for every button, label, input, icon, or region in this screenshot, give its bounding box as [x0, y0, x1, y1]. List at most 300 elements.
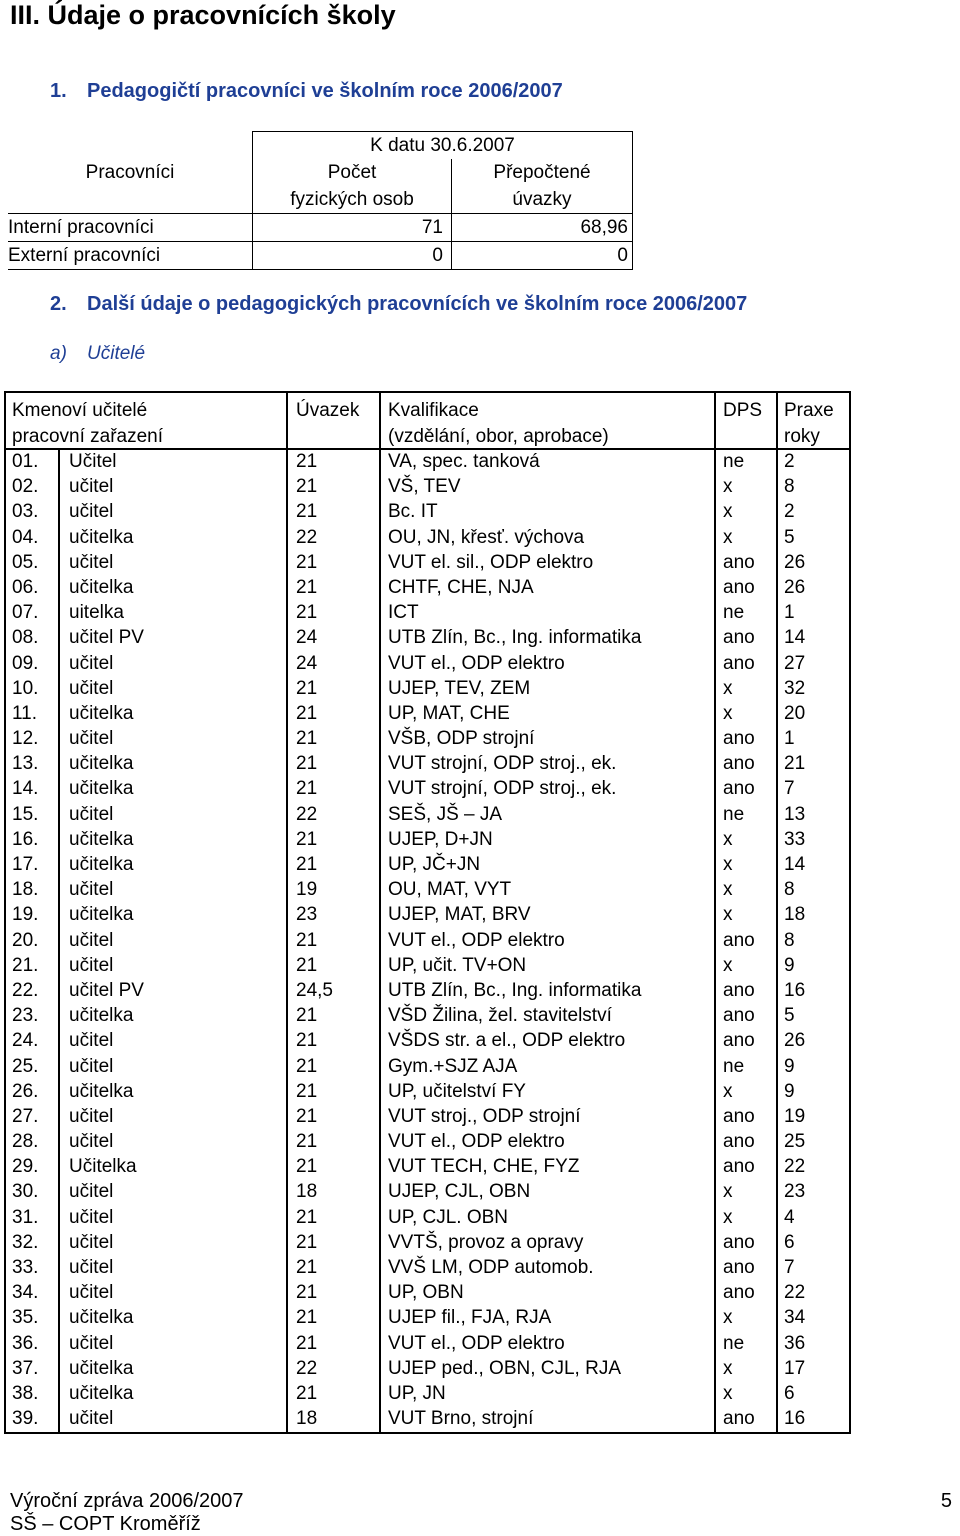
row-number: 37.	[12, 1357, 39, 1379]
row-praxe: 8	[784, 879, 795, 901]
row-qualification: UP, učit. TV+ON	[388, 954, 527, 976]
row-dps: x	[723, 1357, 733, 1379]
page-heading: III. Údaje o pracovnících školy	[10, 0, 396, 30]
row-dps: ano	[723, 627, 755, 649]
table-row	[6, 751, 849, 776]
row-qualification: VVŠ LM, ODP automob.	[388, 1257, 594, 1278]
row-dps: ne	[723, 451, 745, 472]
row-qualification: VVTŠ, provoz a opravy	[388, 1231, 584, 1253]
row-number: 34.	[12, 1282, 39, 1304]
table-row	[6, 1331, 849, 1356]
row-praxe: 2	[784, 501, 795, 523]
subsection-a-title	[50, 343, 145, 365]
row-praxe: 19	[784, 1105, 806, 1127]
table-row	[6, 877, 849, 902]
row-praxe: 7	[784, 1257, 795, 1278]
row-dps: x	[723, 501, 733, 523]
row-number: 23.	[12, 1005, 39, 1027]
section-2-text: Další údaje o pedagogických pracovnících ve školním roce 2006/2007	[87, 293, 748, 315]
row-dps: ano	[723, 576, 755, 598]
row-dps: x	[723, 879, 733, 901]
teachers-table	[4, 391, 851, 1434]
row-position: učitel PV	[69, 627, 144, 649]
row-qualification: UJEP, D+JN	[388, 828, 493, 850]
row-number: 05.	[12, 551, 39, 573]
row-praxe: 20	[784, 702, 806, 724]
table-row	[6, 600, 849, 625]
row-qualification: UP, JN	[388, 1382, 446, 1404]
row-dps: x	[723, 702, 733, 724]
row-fte: 0	[452, 242, 633, 270]
row-qualification: VA, spec. tanková	[388, 451, 540, 472]
row-load: 21	[296, 1282, 318, 1304]
row-position: učitel	[69, 652, 114, 674]
table-row	[8, 242, 633, 270]
row-position: učitel	[69, 1408, 114, 1430]
footer-school-name: SŠ – COPT Kroměříž	[10, 1513, 201, 1535]
row-position: učitel	[69, 1231, 114, 1253]
row-qualification: VUT strojní, ODP stroj., ek.	[388, 753, 617, 775]
row-number: 36.	[12, 1332, 39, 1354]
row-number: 09.	[12, 652, 39, 674]
row-count: 0	[253, 242, 452, 270]
row-qualification: SEŠ, JŠ – JA	[388, 803, 503, 825]
table-row	[6, 1356, 849, 1381]
row-number: 03.	[12, 501, 39, 523]
row-position: učitel	[69, 929, 114, 951]
header-dps: DPS	[723, 400, 763, 421]
row-position: učitel	[69, 1030, 114, 1052]
date-label: K datu 30.6.2007	[253, 132, 633, 160]
table-row	[6, 1305, 849, 1330]
row-qualification: UP, učitelství FY	[388, 1080, 526, 1102]
row-position: učitel	[69, 677, 114, 699]
row-number: 27.	[12, 1105, 39, 1127]
row-dps: ano	[723, 1105, 755, 1127]
row-dps: x	[723, 677, 733, 699]
row-load: 18	[296, 1408, 318, 1430]
table-row	[6, 902, 849, 927]
row-qualification: VUT TECH, CHE, FYZ	[388, 1156, 580, 1178]
row-praxe: 27	[784, 652, 806, 674]
table-row	[6, 1104, 849, 1129]
row-load: 24	[296, 627, 318, 649]
row-load: 21	[296, 753, 318, 775]
table-row	[6, 1205, 849, 1230]
row-praxe: 6	[784, 1382, 795, 1404]
row-number: 04.	[12, 526, 39, 548]
row-position: učitelka	[69, 854, 134, 875]
row-dps: ano	[723, 551, 755, 573]
table-row	[6, 953, 849, 978]
row-position: učitelka	[69, 702, 134, 724]
row-fte: 68,96	[452, 214, 633, 242]
row-position: učitel	[69, 954, 114, 976]
row-qualification: CHTF, CHE, NJA	[388, 576, 534, 598]
row-qualification: VUT el., ODP elektro	[388, 1332, 565, 1354]
table-row	[6, 1406, 849, 1431]
row-load: 24,5	[296, 979, 333, 1001]
row-dps: x	[723, 1382, 733, 1404]
row-load: 21	[296, 728, 318, 750]
table-row	[6, 449, 849, 474]
row-praxe: 6	[784, 1231, 795, 1253]
row-praxe: 23	[784, 1181, 806, 1203]
row-qualification: VUT Brno, strojní	[388, 1408, 534, 1430]
row-praxe: 8	[784, 476, 795, 498]
column-header-count: Počet	[253, 159, 452, 186]
row-number: 28.	[12, 1131, 39, 1153]
row-praxe: 32	[784, 677, 806, 699]
row-praxe: 26	[784, 1030, 806, 1052]
row-praxe: 5	[784, 526, 795, 548]
row-praxe: 16	[784, 1408, 806, 1430]
row-load: 21	[296, 1307, 318, 1329]
row-load: 21	[296, 1156, 318, 1178]
table-row	[6, 1179, 849, 1204]
row-load: 21	[296, 576, 318, 598]
table-row	[6, 978, 849, 1003]
row-praxe: 7	[784, 778, 795, 800]
table-row	[6, 802, 849, 827]
row-position: učitelka	[69, 778, 134, 800]
header-load: Úvazek	[296, 400, 360, 421]
staff-summary-table	[8, 131, 633, 270]
row-position: učitelka	[69, 1382, 134, 1404]
row-position: učitel	[69, 476, 114, 498]
table-row	[6, 1054, 849, 1079]
row-number: 16.	[12, 828, 39, 850]
row-dps: x	[723, 476, 733, 498]
row-number: 13.	[12, 753, 39, 775]
table-row	[8, 214, 633, 242]
row-number: 32.	[12, 1231, 39, 1253]
row-load: 21	[296, 1055, 318, 1077]
row-dps: ano	[723, 1408, 755, 1430]
row-qualification: UP, OBN	[388, 1282, 464, 1304]
row-position: učitel	[69, 1282, 114, 1304]
row-load: 21	[296, 929, 318, 951]
table-row	[6, 1255, 849, 1280]
row-load: 21	[296, 828, 318, 850]
row-load: 18	[296, 1181, 318, 1203]
row-load: 22	[296, 1357, 318, 1379]
row-load: 23	[296, 904, 318, 926]
table-row	[6, 1381, 849, 1406]
row-qualification: VUT strojní, ODP stroj., ek.	[388, 778, 617, 800]
row-load: 19	[296, 879, 318, 901]
header-staff: Kmenoví učitelé pracovní zařazení	[12, 400, 164, 447]
row-dps: x	[723, 526, 733, 548]
row-load: 21	[296, 1382, 318, 1404]
row-qualification: UTB Zlín, Bc., Ing. informatika	[388, 979, 642, 1001]
table-row	[6, 499, 849, 524]
row-position: uitelka	[69, 602, 124, 624]
row-load: 21	[296, 1030, 318, 1052]
row-praxe: 5	[784, 1005, 795, 1027]
table-row	[6, 575, 849, 600]
row-praxe: 14	[784, 854, 806, 875]
row-position: učitelka	[69, 1080, 134, 1102]
row-position: učitel PV	[69, 979, 144, 1001]
table-body	[6, 449, 849, 1431]
row-number: 18.	[12, 879, 39, 901]
row-load: 21	[296, 1257, 318, 1278]
row-position: učitel	[69, 1181, 114, 1203]
row-qualification: OU, JN, křesť. výchova	[388, 526, 585, 548]
row-position: učitelka	[69, 576, 134, 598]
row-load: 21	[296, 1005, 318, 1027]
row-qualification: VŠB, ODP strojní	[388, 728, 535, 750]
row-position: učitelka	[69, 904, 134, 926]
table-row	[6, 1230, 849, 1255]
row-position: učitelka	[69, 828, 134, 850]
table-row	[6, 1079, 849, 1104]
row-number: 10.	[12, 677, 39, 699]
row-qualification: VUT el. sil., ODP elektro	[388, 551, 594, 573]
row-praxe: 33	[784, 828, 806, 850]
row-position: učitel	[69, 1131, 114, 1153]
section-1-text: Pedagogičtí pracovníci ve školním roce 2006/2007	[87, 80, 563, 102]
row-position: učitel	[69, 1105, 114, 1127]
row-praxe: 14	[784, 627, 806, 649]
row-dps: ano	[723, 1231, 755, 1253]
row-number: 31.	[12, 1206, 39, 1228]
row-dps: ano	[723, 652, 755, 674]
row-load: 22	[296, 803, 318, 825]
row-number: 14.	[12, 778, 39, 800]
row-qualification: UJEP fil., FJA, RJA	[388, 1307, 552, 1329]
row-load: 21	[296, 1105, 318, 1127]
row-load: 21	[296, 451, 318, 472]
row-load: 21	[296, 954, 318, 976]
row-position: učitel	[69, 879, 114, 901]
row-number: 01.	[12, 451, 39, 472]
column-header-fte: Přepočtené	[452, 159, 633, 186]
row-dps: ano	[723, 979, 755, 1001]
row-number: 22.	[12, 979, 39, 1001]
row-load: 21	[296, 1206, 318, 1228]
row-number: 12.	[12, 728, 39, 750]
row-label: Externí pracovníci	[8, 242, 253, 270]
row-dps: ano	[723, 1030, 755, 1052]
row-number: 30.	[12, 1181, 39, 1203]
header-qualification: Kvalifikace (vzdělání, obor, aprobace)	[388, 400, 609, 447]
row-praxe: 34	[784, 1307, 806, 1329]
section-2-title	[50, 293, 747, 316]
row-load: 21	[296, 501, 318, 523]
row-number: 11.	[12, 702, 38, 724]
row-position: Učitel	[69, 451, 117, 472]
column-header-workers: Pracovníci	[8, 159, 253, 186]
table-row	[6, 928, 849, 953]
row-number: 39.	[12, 1408, 39, 1430]
row-number: 26.	[12, 1080, 39, 1102]
row-praxe: 21	[784, 753, 806, 775]
column-header-fte-sub: úvazky	[452, 186, 633, 214]
row-dps: ano	[723, 929, 755, 951]
row-dps: x	[723, 854, 733, 875]
row-position: učitel	[69, 551, 114, 573]
row-dps: ano	[723, 1156, 755, 1178]
table-row	[6, 852, 849, 877]
row-qualification: UP, MAT, CHE	[388, 702, 510, 724]
row-praxe: 16	[784, 979, 806, 1001]
row-qualification: ICT	[388, 602, 419, 624]
row-load: 21	[296, 854, 318, 875]
row-number: 02.	[12, 476, 39, 498]
row-praxe: 9	[784, 1080, 795, 1102]
row-dps: x	[723, 828, 733, 850]
row-position: učitelka	[69, 1357, 134, 1379]
row-dps: ne	[723, 1055, 745, 1077]
row-dps: x	[723, 1181, 733, 1203]
row-dps: ano	[723, 1131, 755, 1153]
row-number: 06.	[12, 576, 39, 598]
row-position: učitel	[69, 1332, 114, 1354]
row-praxe: 1	[784, 728, 795, 750]
table-row	[6, 474, 849, 499]
row-count: 71	[253, 214, 452, 242]
row-praxe: 17	[784, 1357, 806, 1379]
table-row	[6, 676, 849, 701]
row-qualification: UP, CJL. OBN	[388, 1206, 509, 1228]
row-qualification: UJEP, MAT, BRV	[388, 904, 531, 926]
row-praxe: 25	[784, 1131, 806, 1153]
row-dps: ano	[723, 728, 755, 750]
row-qualification: VŠD Žilina, žel. stavitelství	[388, 1005, 612, 1027]
row-load: 22	[296, 526, 318, 548]
row-dps: ano	[723, 753, 755, 775]
row-number: 29.	[12, 1156, 39, 1178]
table-header	[6, 393, 849, 450]
subsection-a-text: Učitelé	[87, 343, 146, 364]
row-dps: ano	[723, 778, 755, 800]
row-praxe: 36	[784, 1332, 806, 1354]
table-row	[6, 550, 849, 575]
header-praxe: Praxe roky	[784, 400, 834, 447]
row-qualification: UJEP, CJL, OBN	[388, 1181, 531, 1203]
row-praxe: 22	[784, 1156, 806, 1178]
row-load: 24	[296, 652, 318, 674]
section-1-number: 1.	[50, 80, 67, 102]
table-row	[6, 625, 849, 650]
row-praxe: 1	[784, 602, 795, 624]
row-load: 21	[296, 1332, 318, 1354]
row-number: 35.	[12, 1307, 39, 1329]
row-position: učitelka	[69, 526, 134, 548]
row-dps: ano	[723, 1257, 755, 1278]
row-qualification: UP, JČ+JN	[388, 854, 481, 875]
row-number: 17.	[12, 854, 39, 875]
row-dps: x	[723, 1206, 733, 1228]
row-praxe: 9	[784, 954, 795, 976]
row-dps: ne	[723, 803, 745, 825]
row-qualification: VUT stroj., ODP strojní	[388, 1105, 581, 1127]
row-position: učitel	[69, 501, 114, 523]
row-position: učitel	[69, 1257, 114, 1278]
table-row	[6, 726, 849, 751]
row-position: učitelka	[69, 753, 134, 775]
row-load: 21	[296, 551, 318, 573]
row-dps: ano	[723, 1282, 755, 1304]
row-qualification: VUT el., ODP elektro	[388, 652, 565, 674]
row-position: učitelka	[69, 1307, 134, 1329]
row-dps: ne	[723, 602, 745, 624]
row-position: učitelka	[69, 1005, 134, 1027]
row-number: 07.	[12, 602, 39, 624]
row-load: 21	[296, 602, 318, 624]
row-praxe: 13	[784, 803, 806, 825]
column-header-count-sub: fyzických osob	[253, 186, 452, 214]
table-row	[6, 525, 849, 550]
row-qualification: UJEP ped., OBN, CJL, RJA	[388, 1357, 622, 1379]
row-number: 33.	[12, 1257, 39, 1278]
row-praxe: 26	[784, 551, 806, 573]
row-number: 20.	[12, 929, 39, 951]
row-qualification: OU, MAT, VYT	[388, 879, 512, 901]
row-qualification: VŠDS str. a el., ODP elektro	[388, 1030, 626, 1052]
row-praxe: 18	[784, 904, 806, 926]
table-row	[6, 1154, 849, 1179]
footer-report-title: Výroční zpráva 2006/2007	[10, 1490, 244, 1512]
row-praxe: 26	[784, 576, 806, 598]
row-position: učitel	[69, 728, 114, 750]
row-praxe: 9	[784, 1055, 795, 1077]
row-number: 25.	[12, 1055, 39, 1077]
section-2-number: 2.	[50, 293, 67, 315]
row-load: 21	[296, 1131, 318, 1153]
row-load: 21	[296, 1231, 318, 1253]
table-row	[6, 651, 849, 676]
section-1-title	[50, 80, 563, 103]
table-row	[6, 776, 849, 801]
row-qualification: VUT el., ODP elektro	[388, 1131, 565, 1153]
page-number: 5	[940, 1490, 952, 1512]
row-position: učitel	[69, 803, 114, 825]
table-row	[6, 701, 849, 726]
row-praxe: 4	[784, 1206, 795, 1228]
row-qualification: VŠ, TEV	[388, 476, 461, 498]
table-row	[6, 827, 849, 852]
row-qualification: Gym.+SJZ AJA	[388, 1055, 518, 1077]
subsection-a-letter: a)	[50, 343, 67, 364]
row-load: 21	[296, 1080, 318, 1102]
row-number: 21.	[12, 954, 39, 976]
table-row	[6, 1028, 849, 1053]
table-row	[6, 1280, 849, 1305]
row-number: 24.	[12, 1030, 39, 1052]
row-load: 21	[296, 778, 318, 800]
row-position: učitel	[69, 1055, 114, 1077]
row-load: 21	[296, 677, 318, 699]
table-row	[6, 1129, 849, 1154]
row-number: 08.	[12, 627, 39, 649]
row-load: 21	[296, 702, 318, 724]
row-position: učitel	[69, 1206, 114, 1228]
row-dps: x	[723, 904, 733, 926]
row-qualification: UTB Zlín, Bc., Ing. informatika	[388, 627, 642, 649]
row-praxe: 8	[784, 929, 795, 951]
row-qualification: UJEP, TEV, ZEM	[388, 677, 531, 699]
row-qualification: Bc. IT	[388, 501, 438, 523]
row-dps: ano	[723, 1005, 755, 1027]
row-praxe: 2	[784, 451, 795, 472]
row-number: 19.	[12, 904, 39, 926]
row-dps: x	[723, 1307, 733, 1329]
row-load: 21	[296, 476, 318, 498]
table-row	[6, 1003, 849, 1028]
